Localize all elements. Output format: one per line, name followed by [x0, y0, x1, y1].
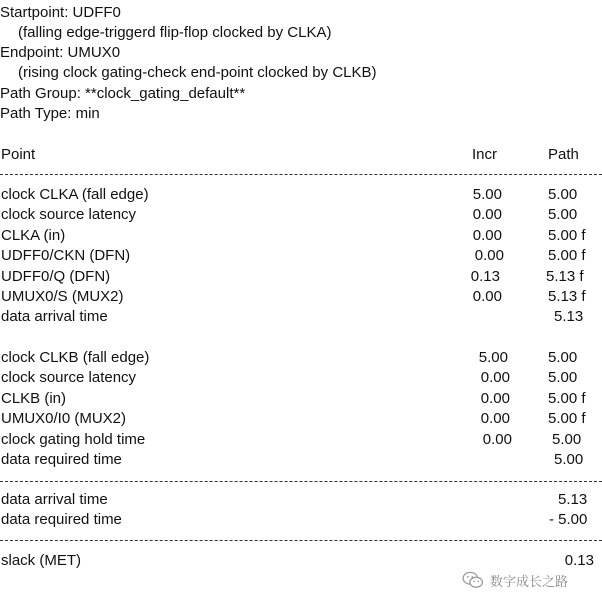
incr-cell: 0.00 — [472, 226, 502, 244]
path-group-line: Path Group: **clock_gating_default** — [0, 85, 246, 102]
table-row — [0, 389, 602, 409]
incr-cell: 0.00 — [482, 430, 512, 448]
point-cell: clock CLKA (fall edge) — [1, 186, 149, 203]
path-cell: 5.13 — [558, 491, 588, 508]
column-header-point: Point — [1, 146, 36, 163]
endpoint-description: (rising clock gating-check end-point clocked by CLKB) — [18, 64, 377, 81]
watermark — [462, 569, 568, 591]
path-cell: 5.00 f — [548, 226, 586, 244]
point-cell: data arrival time — [1, 308, 108, 326]
point-cell: data required time — [1, 451, 122, 468]
table-row — [0, 510, 602, 530]
column-header-path: Path — [548, 146, 579, 163]
incr-cell: 0.13 — [470, 267, 500, 285]
table-row — [0, 185, 602, 205]
table-row — [0, 450, 602, 470]
path-cell: - 5.00 — [549, 511, 588, 529]
incr-cell: 5.00 — [478, 349, 508, 366]
incr-cell: 0.00 — [480, 369, 510, 387]
table-row — [0, 409, 602, 429]
point-cell: data arrival time — [1, 491, 108, 508]
table-row — [0, 267, 602, 287]
path-cell: 5.13 — [554, 308, 584, 326]
table-row — [0, 348, 602, 368]
point-cell: UMUX0/I0 (MUX2) — [1, 410, 127, 428]
path-cell: 5.00 — [548, 349, 578, 366]
startpoint-line: Startpoint: UDFF0 — [0, 4, 121, 21]
point-cell: clock gating hold time — [1, 430, 146, 448]
point-cell: UMUX0/S (MUX2) — [1, 288, 124, 305]
path-cell: 5.13 f — [546, 267, 584, 285]
point-cell: CLKB (in) — [1, 389, 67, 407]
watermark-text: 数字成长之路 — [490, 574, 569, 590]
slack-label: slack (MET) — [1, 552, 81, 569]
table-row — [0, 246, 602, 266]
incr-cell: 0.00 — [480, 389, 510, 407]
path-cell: 5.00 — [548, 186, 578, 203]
column-header-row — [0, 145, 602, 165]
point-cell: clock source latency — [1, 206, 137, 224]
endpoint-line: Endpoint: UMUX0 — [0, 44, 121, 61]
column-header-incr: Incr — [472, 146, 498, 163]
dashed-divider — [0, 540, 602, 541]
path-cell: 5.00 — [552, 430, 582, 448]
incr-cell: 5.00 — [472, 186, 502, 203]
incr-cell: 0.00 — [480, 410, 510, 428]
path-cell: 5.00 — [548, 369, 578, 387]
table-row — [0, 368, 602, 388]
point-cell: clock CLKB (fall edge) — [1, 349, 150, 366]
point-cell: CLKA (in) — [1, 226, 66, 244]
path-cell: 5.00 f — [548, 410, 586, 428]
dashed-divider — [0, 481, 602, 482]
point-cell: UDFF0/CKN (DFN) — [1, 247, 131, 265]
incr-cell: 0.00 — [472, 206, 502, 224]
path-cell: 5.13 f — [548, 288, 586, 305]
path-cell: 5.00 f — [548, 389, 586, 407]
path-type-line: Path Type: min — [0, 105, 100, 122]
table-row — [0, 430, 602, 450]
path-cell: 5.00 — [554, 451, 584, 468]
point-cell: UDFF0/Q (DFN) — [1, 267, 111, 285]
path-cell: 5.00 f — [548, 247, 586, 265]
table-row — [0, 287, 602, 307]
wechat-icon — [462, 571, 484, 589]
table-row — [0, 307, 602, 327]
incr-cell: 0.00 — [472, 288, 502, 305]
dashed-divider — [0, 174, 602, 175]
slack-value: 0.13 — [564, 552, 594, 569]
startpoint-description: (falling edge-triggerd flip-flop clocked by CLKA) — [18, 24, 332, 41]
point-cell: data required time — [1, 511, 122, 529]
incr-cell: 0.00 — [474, 247, 504, 265]
point-cell: clock source latency — [1, 369, 137, 387]
slack-row — [0, 551, 602, 571]
path-cell: 5.00 — [548, 206, 578, 224]
table-row — [0, 205, 602, 225]
table-row — [0, 226, 602, 246]
table-row — [0, 490, 602, 510]
